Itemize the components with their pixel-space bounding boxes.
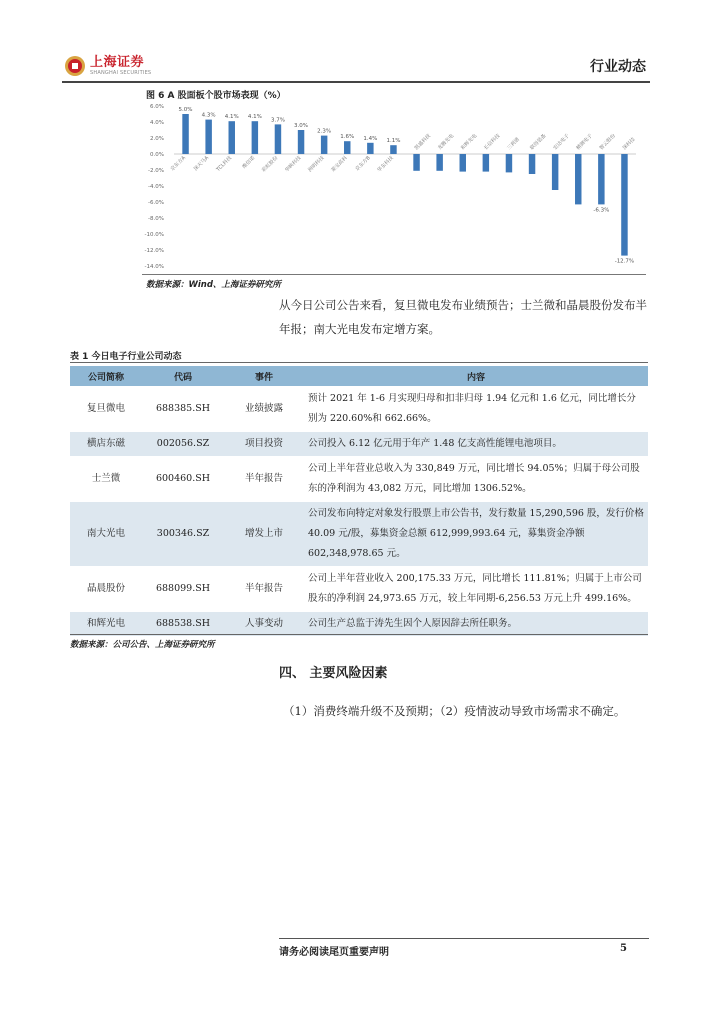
category-label: 龙腾光电 — [436, 133, 456, 152]
company-logo — [64, 52, 151, 80]
cell-event: 项目投资 — [224, 432, 304, 457]
cell-content: 公司生产总监于涛先生因个人原因辞去所任职务。 — [304, 612, 648, 637]
cell-content: 预计 2021 年 1-6 月实现归母和扣非归母 1.94 亿元和 1.6 亿元，同比增长分别为 220.60%和 662.66%。 — [304, 387, 648, 432]
category-label: 深天马A — [192, 155, 211, 173]
table-header-row — [70, 366, 648, 387]
table-top-divider — [70, 362, 648, 363]
chart-bar — [598, 154, 604, 204]
y-tick-label: -10.0% — [144, 232, 164, 238]
cell-company: 和辉光电 — [70, 612, 142, 637]
category-label: 京东方A — [169, 155, 187, 173]
cell-event: 半年报告 — [224, 567, 304, 612]
chart-bar — [252, 121, 258, 154]
data-label: 1.1% — [386, 138, 401, 145]
cell-event: 增发上市 — [224, 502, 304, 567]
data-label: 3.7% — [270, 117, 285, 124]
cell-company: 士兰微 — [70, 457, 142, 502]
chart-bar — [529, 154, 535, 174]
category-label: 维信诺 — [241, 155, 257, 171]
table-source-divider — [70, 634, 648, 635]
report-category: 行业动态 — [590, 59, 646, 75]
cell-code: 600460.SH — [142, 457, 224, 502]
cell-company: 晶晨股份 — [70, 567, 142, 612]
data-label: 4.3% — [201, 112, 216, 119]
header-company: 公司简称 — [70, 366, 142, 387]
chart-bar — [205, 120, 211, 154]
footer-divider — [279, 938, 649, 939]
chart-bar — [390, 145, 396, 154]
logo-text-en: SHANGHAI SECURITIES — [90, 70, 152, 76]
figure-source-divider — [142, 274, 646, 275]
figure-source: 数据来源：Wind、上海证券研究所 — [146, 280, 281, 290]
y-tick-label: -14.0% — [144, 264, 164, 270]
table-row — [70, 567, 648, 612]
cell-code: 300346.SZ — [142, 502, 224, 567]
category-label: 华映科技 — [284, 155, 303, 174]
header-divider — [62, 81, 650, 83]
chart-bar — [367, 143, 373, 154]
y-tick-label: 2.0% — [150, 136, 164, 142]
chart-bar — [506, 154, 512, 172]
category-label: 京东方B — [354, 155, 372, 173]
announcement-summary: 从今日公司公告来看，复旦微电发布业绩预告；士兰微和晶晨股份发布半年报；南大光电发布定增方案。 — [279, 298, 647, 336]
y-tick-label: -6.0% — [148, 200, 164, 206]
chart-bar — [483, 154, 489, 172]
category-label: 莱宝高科 — [330, 155, 349, 174]
chart-bar — [436, 154, 442, 171]
data-label: 4.1% — [224, 114, 239, 121]
header-content: 内容 — [304, 366, 648, 387]
category-label: 洲明科技 — [307, 155, 326, 174]
cell-event: 半年报告 — [224, 457, 304, 502]
data-label: 1.6% — [340, 134, 355, 141]
data-label: 5.0% — [178, 107, 193, 113]
risk-factors-text: （1）消费终端升级不及预期；（2）疫情波动导致市场需求不确定。 — [283, 704, 626, 718]
company-events-table — [70, 366, 648, 636]
header-code: 代码 — [142, 366, 224, 387]
data-label: 4.1% — [247, 114, 262, 121]
disclaimer-notice: 请务必阅读尾页重要声明 — [279, 947, 389, 958]
y-tick-label: 6.0% — [150, 104, 164, 110]
table-row — [70, 457, 648, 502]
cell-company: 横店东磁 — [70, 432, 142, 457]
chart-bar — [460, 154, 466, 172]
category-label: 华东科技 — [376, 155, 395, 174]
cell-code: 688099.SH — [142, 567, 224, 612]
category-label: 和辉光电 — [459, 133, 479, 152]
figure-title: 图 6 A 股面板个股市场表现（%） — [146, 91, 286, 101]
data-label: 1.4% — [363, 135, 378, 142]
cell-code: 688538.SH — [142, 612, 224, 637]
page-number: 5 — [620, 943, 627, 954]
table-row — [70, 387, 648, 432]
category-label: 精测电子 — [575, 133, 594, 152]
chart-bar — [552, 154, 558, 190]
y-tick-label: -12.0% — [144, 248, 164, 254]
chart-bar — [621, 154, 627, 256]
chart-bar — [321, 136, 327, 154]
cell-content: 公司投入 6.12 亿元用于年产 1.48 亿支高性能锂电池项目。 — [304, 432, 648, 457]
data-label: -12.7% — [614, 258, 635, 265]
cell-company: 复旦微电 — [70, 387, 142, 432]
y-tick-label: 0.0% — [150, 152, 164, 158]
y-tick-label: -2.0% — [148, 168, 164, 174]
category-label: 宏达电子 — [552, 133, 571, 152]
y-tick-label: 4.0% — [150, 120, 164, 126]
y-tick-label: -8.0% — [148, 216, 164, 222]
chart-bar — [229, 121, 235, 154]
table-row — [70, 502, 648, 567]
chart-bar — [182, 114, 188, 154]
category-label: 长信科技 — [483, 133, 502, 152]
cell-content: 公司上半年营业总收入为 330,849 万元，同比增长 94.05%；归属于母公司股东的净利润为 43,082 万元，同比增加 1306.52%。 — [304, 457, 648, 502]
table-row — [70, 612, 648, 637]
category-label: 彩虹股份 — [260, 155, 280, 174]
cell-code: 688385.SH — [142, 387, 224, 432]
header-event: 事件 — [224, 366, 304, 387]
category-label: 联得装备 — [529, 133, 548, 152]
cell-event: 业绩披露 — [224, 387, 304, 432]
chart-bar — [344, 141, 350, 154]
cell-content: 公司上半年营业收入 200,175.33 万元，同比增长 111.81%；归属于上市公司股东的净利润 24,973.65 万元，较上年同期-6,256.53 万元上升 499.16%。 — [304, 567, 648, 612]
chart-bar — [575, 154, 581, 204]
page-header — [62, 52, 650, 80]
data-label: 3.0% — [294, 123, 309, 129]
table-row — [70, 432, 648, 457]
category-label: 深科技 — [621, 136, 637, 152]
data-label: 2.3% — [317, 128, 332, 135]
cell-company: 南大光电 — [70, 502, 142, 567]
data-label: -6.3% — [593, 207, 610, 214]
logo-coin-icon — [64, 55, 86, 77]
stock-performance-chart — [142, 100, 646, 272]
cell-code: 002056.SZ — [142, 432, 224, 457]
category-label: 三利谱 — [506, 136, 521, 152]
category-label: 凯盛科技 — [413, 133, 433, 152]
chart-bar — [298, 130, 304, 154]
y-tick-label: -4.0% — [148, 184, 164, 190]
cell-content: 公司发布向特定对象发行股票上市公告书，发行数量 15,290,596 股，发行价格 40.09 元/股，募集资金总额 612,999,993.64 元，募集资金净额 602,348,978.65 元。 — [304, 502, 648, 567]
chart-bar — [275, 124, 281, 154]
section-title-risks: 四、 主要风险因素 — [279, 666, 388, 681]
logo-text-cn: 上海证券 — [90, 55, 145, 70]
cell-event: 人事变动 — [224, 612, 304, 637]
table-title: 表 1 今日电子行业公司动态 — [70, 352, 182, 362]
category-label: 智云股份 — [598, 133, 617, 152]
category-label: TCL科技 — [215, 155, 234, 173]
chart-bar — [413, 154, 419, 171]
table-source: 数据来源：公司公告、上海证券研究所 — [70, 640, 215, 650]
